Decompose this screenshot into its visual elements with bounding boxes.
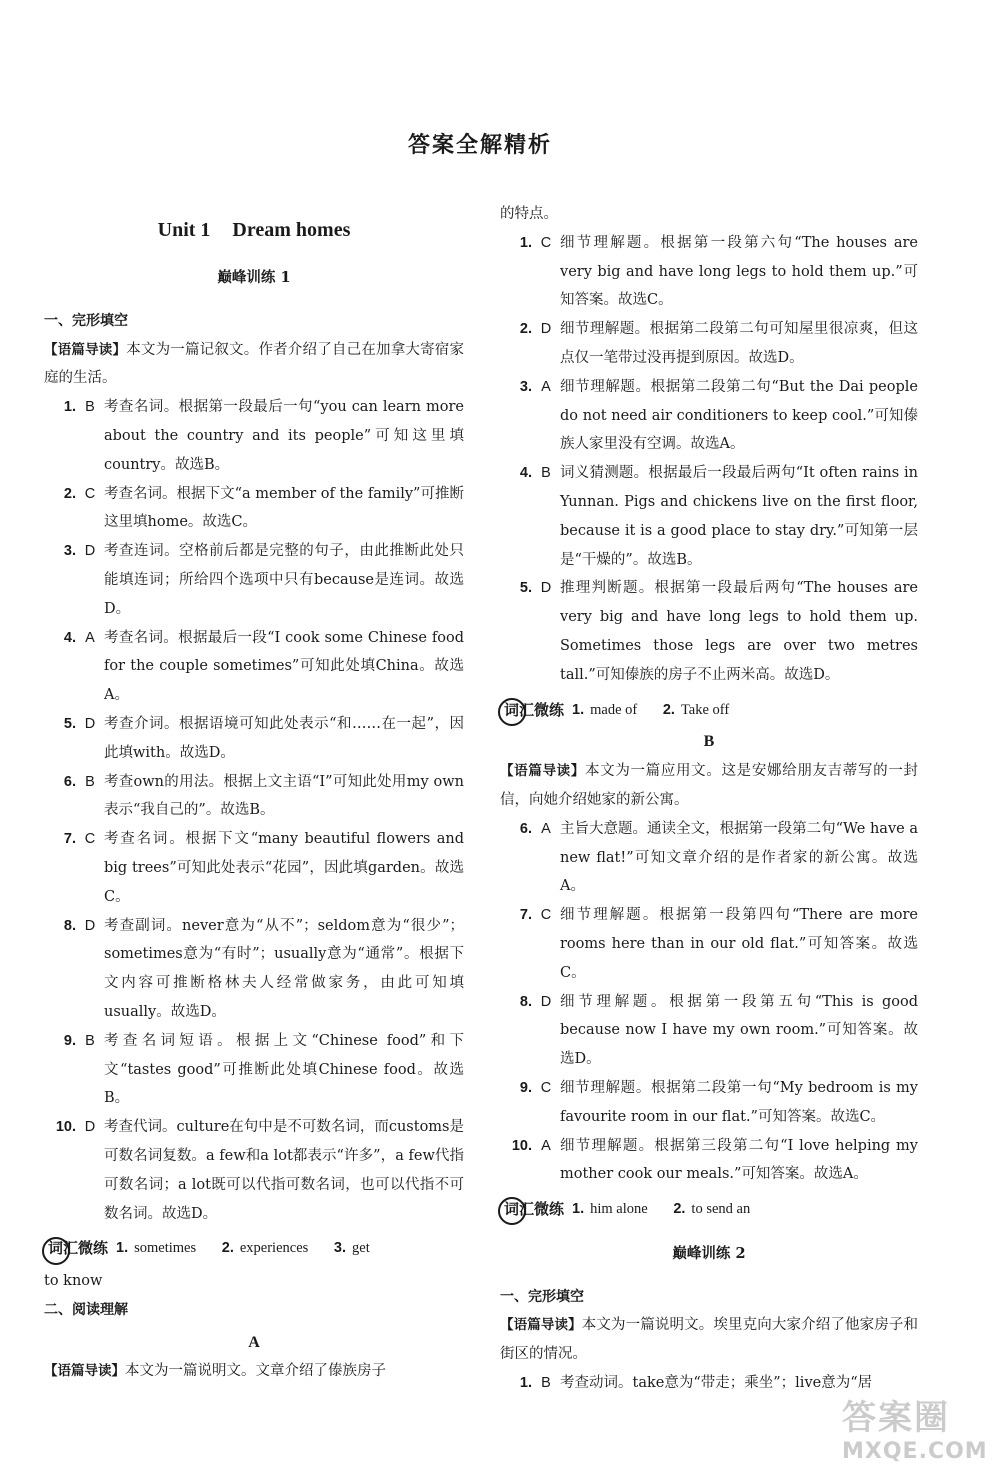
watermark-logo <box>842 1390 992 1478</box>
answer-item <box>500 315 918 373</box>
question-number: 7. <box>63 831 76 848</box>
section-reading: 二、阅读理解 <box>44 1301 128 1318</box>
answer-item <box>500 901 918 987</box>
answer-item <box>500 229 918 315</box>
intro-tag: 【语篇导读】 <box>500 763 585 780</box>
answer-letter: A <box>85 629 95 646</box>
reading-b-answer-list <box>500 815 918 1189</box>
reading-a-answer-list <box>500 229 918 690</box>
intro-tag: 【语篇导读】 <box>500 1317 582 1334</box>
section-cloze-2: 一、完形填空 <box>500 1288 584 1305</box>
vocab-badge-icon: 词汇微练 <box>500 697 564 723</box>
vocab-answers <box>572 696 751 725</box>
vocab-item: 1. made of <box>572 701 638 718</box>
answer-letter: B <box>85 773 95 790</box>
answer-item <box>500 459 918 574</box>
explanation: 考查连词。空格前后都是完整的句子，由此推断此处只能填连词；所给四个选项中只有because是连词。故选D。 <box>104 543 464 617</box>
intro-text: 本文为一篇应用文。这是安娜给朋友吉蒂写的一封信，向她介绍她家的新公寓。 <box>500 763 918 808</box>
answer-letter: A <box>541 1137 551 1154</box>
watermark-url: MXQE.COM <box>842 1439 988 1464</box>
question-number: 3. <box>519 378 532 395</box>
passage-letter-a: A <box>248 1333 260 1351</box>
answer-letter: D <box>84 1119 96 1136</box>
explanation: 考查动词。take意为“带走；乘坐”；live意为“居 <box>560 1375 873 1392</box>
answer-letter: C <box>540 1079 552 1096</box>
vocab-badge-icon: 词汇微练 <box>44 1236 108 1262</box>
answer-item <box>44 480 464 538</box>
answer-letter: D <box>540 580 552 597</box>
question-number: 2. <box>519 321 532 338</box>
answer-letter: D <box>84 715 96 732</box>
question-number: 8. <box>63 917 76 934</box>
vocab-continuation: to know <box>44 1273 103 1290</box>
right-column <box>500 200 918 1398</box>
answer-letter: D <box>540 993 552 1010</box>
answer-item <box>500 988 918 1074</box>
answer-letter: A <box>541 820 551 837</box>
question-number: 1. <box>519 1375 532 1392</box>
answer-item <box>44 624 464 710</box>
vocab-item: 3. get <box>333 1240 370 1257</box>
vocab-item: 2. Take off <box>662 701 730 718</box>
passage-intro-c <box>500 1311 918 1369</box>
vocab-item: 1. him alone <box>572 1201 648 1218</box>
passage-intro-b <box>500 757 918 815</box>
question-number: 3. <box>63 543 76 560</box>
question-number: 5. <box>63 715 76 732</box>
question-number: 9. <box>63 1032 76 1049</box>
answer-item <box>44 912 464 1027</box>
answer-letter: C <box>84 485 96 502</box>
explanation: 考查名词。根据最后一段“I cook some Chinese food for the couple sometimes”可知此处填China。故选A。 <box>104 629 464 704</box>
explanation: 细节理解题。根据第二段第二句“But the Dai people do not need air conditioners to keep cool.”可知傣族人家里没有空调。故选A。 <box>560 378 918 453</box>
answer-letter: A <box>541 378 551 395</box>
vocab-practice-a <box>500 696 918 725</box>
explanation: 考查own的用法。根据上文主语“I”可知此处用my own表示“我自己的”。故选B。 <box>104 773 464 819</box>
question-number: 9. <box>519 1079 532 1096</box>
explanation: 细节理解题。根据第二段第二句可知屋里很凉爽，但这点仅一笔带过没再提到原因。故选D。 <box>560 321 918 366</box>
passage-intro-cloze <box>44 336 464 394</box>
explanation: 细节理解题。根据第一段第四句“There are more rooms here than in our old flat.”可知答案。故选C。 <box>560 907 918 981</box>
explanation: 细节理解题。根据第三段第二句“I love helping my mother cook our meals.”可知答案。故选A。 <box>560 1137 918 1183</box>
unit-name: Dream homes <box>232 219 351 241</box>
answer-item <box>500 815 918 901</box>
passage-intro-a <box>44 1357 464 1386</box>
intro-text: 本文为一篇说明文。埃里克向大家介绍了他家房子和街区的情况。 <box>500 1317 918 1363</box>
answer-item <box>500 574 918 689</box>
answer-letter: C <box>84 831 96 848</box>
explanation: 细节理解题。根据第一段第六句“The houses are very big and have long legs to hold them up.”可知答案。故选C。 <box>560 234 918 309</box>
training-title-2: 巅峰训练 2 <box>672 1244 746 1262</box>
answer-item <box>44 768 464 826</box>
answer-item <box>44 1113 464 1228</box>
explanation: 考查介词。根据语境可知此处表示“和……在一起”，因此填with。故选D。 <box>104 715 464 761</box>
cloze-answer-list <box>44 393 464 1228</box>
unit-title <box>44 212 464 248</box>
answer-letter: B <box>541 465 551 482</box>
section-cloze: 一、完形填空 <box>44 312 128 329</box>
question-number: 4. <box>519 465 532 482</box>
intro-tag: 【语篇导读】 <box>44 1363 125 1380</box>
explanation: 推理判断题。根据第一段最后两句“The houses are very big and have long legs to hold them up. Sometimes those legs are over two metres tall.”可知傣族的房子不止两米高。故选D。 <box>560 580 918 683</box>
question-number: 6. <box>519 820 532 837</box>
vocab-answers <box>116 1234 370 1263</box>
question-number: 10. <box>511 1137 532 1154</box>
explanation: 考查名词。根据第一段最后一句“you can learn more about the country and its people”可知这里填country。故选B。 <box>104 399 464 473</box>
intro-tag: 【语篇导读】 <box>44 341 127 358</box>
answer-item <box>44 1027 464 1113</box>
answer-letter: B <box>541 1375 551 1392</box>
explanation: 考查名词。根据下文“many beautiful flowers and big trees”可知此处表示“花园”，因此填garden。故选C。 <box>104 831 464 905</box>
explanation: 考查名词短语。根据上文“Chinese food”和下文“tastes good”可推断此处填Chinese food。故选B。 <box>104 1032 464 1107</box>
answer-item <box>44 710 464 768</box>
answer-item <box>44 393 464 479</box>
vocab-practice <box>44 1234 464 1263</box>
training-title-1: 巅峰训练 1 <box>217 269 291 286</box>
explanation: 考查代词。culture在句中是不可数名词，而customs是可数名词复数。a few和a lot都表示“许多”，a few代指可数名词；a lot既可以代指可数名词，也可以代指不可数名词。故选D。 <box>104 1119 464 1222</box>
question-number: 10. <box>55 1119 76 1136</box>
left-column <box>44 200 464 1386</box>
answer-letter: C <box>540 907 552 924</box>
answer-letter: D <box>540 321 552 338</box>
answer-letter: B <box>85 1032 95 1049</box>
question-number: 4. <box>63 629 76 646</box>
question-number: 6. <box>63 773 76 790</box>
explanation: 考查名词。根据下文“a member of the family”可推断这里填home。故选C。 <box>104 485 464 531</box>
vocab-item: 1. sometimes <box>116 1240 197 1257</box>
intro-text: 本文为一篇说明文。文章介绍了傣族房子 <box>125 1363 386 1380</box>
answer-item <box>500 373 918 459</box>
answer-item <box>500 1074 918 1132</box>
explanation: 细节理解题。根据第二段第一句“My bedroom is my favourite room in our flat.”可知答案。故选C。 <box>560 1079 918 1125</box>
page-title: 答案全解精析 <box>407 133 552 158</box>
intro-text: 本文为一篇记叙文。作者介绍了自己在加拿大寄宿家庭的生活。 <box>44 341 465 387</box>
explanation: 考查副词。never意为“从不”；seldom意为“很少”；sometimes意为“有时”；usually意为“通常”。根据下文内容可推断格林夫人经常做家务，由此可知填usually。故选D。 <box>104 917 464 1020</box>
answer-letter: B <box>85 399 95 416</box>
explanation: 词义猜测题。根据最后一段最后两句“It often rains in Yunnan. Pigs and chickens live on the first floor, because it is a good place to stay dry.”可知第一层是“干燥的”。故选B。 <box>560 465 918 568</box>
vocab-badge-icon: 词汇微练 <box>500 1196 564 1222</box>
question-number: 7. <box>519 907 532 924</box>
answer-letter: C <box>540 234 552 251</box>
question-number: 1. <box>63 399 76 416</box>
vocab-answers <box>572 1195 772 1224</box>
answer-letter: D <box>84 543 96 560</box>
answer-item <box>500 1132 918 1190</box>
question-number: 1. <box>519 234 532 251</box>
question-number: 2. <box>63 485 76 502</box>
vocab-item: 2. experiences <box>221 1240 309 1257</box>
watermark-text: 答案圈 <box>842 1398 950 1438</box>
explanation: 主旨大意题。通读全文，根据第一段第二句“We have a new flat!”可知文章介绍的是作者家的新公寓。故选A。 <box>560 820 918 895</box>
vocab-item: 2. to send an <box>673 1201 751 1218</box>
answer-item <box>44 537 464 623</box>
answer-letter: D <box>84 917 96 934</box>
question-number: 8. <box>519 993 532 1010</box>
question-number: 5. <box>519 580 532 597</box>
vocab-practice-b <box>500 1195 918 1224</box>
intro-continuation: 的特点。 <box>500 206 558 222</box>
unit-number: Unit 1 <box>157 219 211 241</box>
passage-letter-b: B <box>703 733 715 751</box>
explanation: 细节理解题。根据第一段第五句“This is good because now I have my own room.”可知答案。故选D。 <box>560 993 918 1068</box>
answer-item <box>44 825 464 911</box>
